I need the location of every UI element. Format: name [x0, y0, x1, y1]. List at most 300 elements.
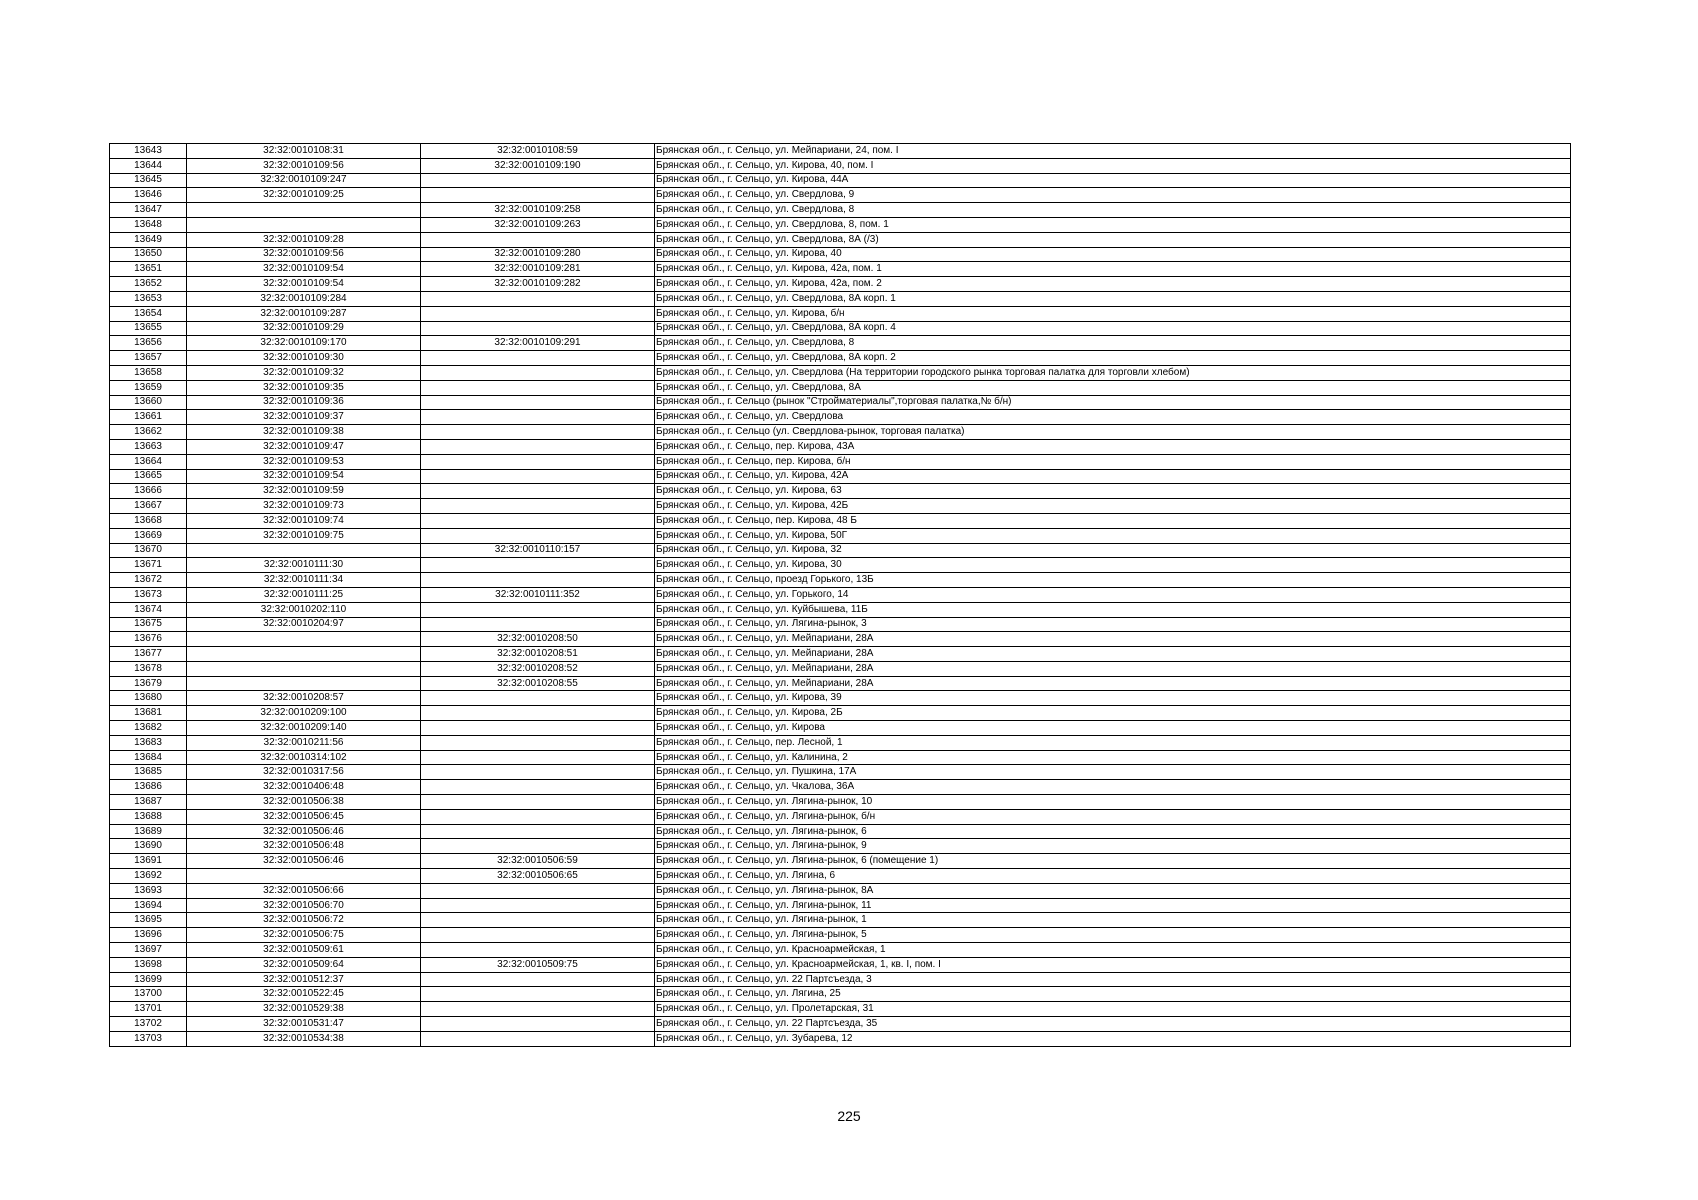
object-cadastral-number-cell: 32:32:0010109:282	[421, 277, 655, 292]
row-number-cell: 13651	[110, 262, 187, 277]
land-cadastral-number-cell	[187, 203, 421, 218]
land-cadastral-number-cell: 32:32:0010109:59	[187, 484, 421, 499]
row-number-cell: 13653	[110, 291, 187, 306]
row-number-cell: 13667	[110, 499, 187, 514]
table-row	[110, 410, 1571, 425]
object-cadastral-number-cell	[421, 380, 655, 395]
address-cell: Брянская обл., г. Сельцо, ул. Мейпариани, 28А	[655, 676, 1571, 691]
land-cadastral-number-cell: 32:32:0010109:38	[187, 425, 421, 440]
object-cadastral-number-cell: 32:32:0010109:291	[421, 336, 655, 351]
table-row	[110, 573, 1571, 588]
row-number-cell: 13684	[110, 750, 187, 765]
land-cadastral-number-cell: 32:32:0010506:38	[187, 795, 421, 810]
row-number-cell: 13694	[110, 898, 187, 913]
object-cadastral-number-cell	[421, 365, 655, 380]
land-cadastral-number-cell: 32:32:0010109:32	[187, 365, 421, 380]
row-number-cell: 13664	[110, 454, 187, 469]
land-cadastral-number-cell: 32:32:0010109:247	[187, 173, 421, 188]
row-number-cell: 13700	[110, 987, 187, 1002]
object-cadastral-number-cell: 32:32:0010208:52	[421, 661, 655, 676]
land-cadastral-number-cell: 32:32:0010109:75	[187, 528, 421, 543]
object-cadastral-number-cell: 32:32:0010208:51	[421, 647, 655, 662]
object-cadastral-number-cell	[421, 573, 655, 588]
land-cadastral-number-cell	[187, 647, 421, 662]
land-cadastral-number-cell: 32:32:0010109:54	[187, 469, 421, 484]
row-number-cell: 13646	[110, 188, 187, 203]
table-row	[110, 232, 1571, 247]
address-cell: Брянская обл., г. Сельцо, ул. Кирова, 32	[655, 543, 1571, 558]
row-number-cell: 13680	[110, 691, 187, 706]
row-number-cell: 13659	[110, 380, 187, 395]
row-number-cell: 13699	[110, 972, 187, 987]
object-cadastral-number-cell	[421, 484, 655, 499]
table-row	[110, 809, 1571, 824]
address-cell: Брянская обл., г. Сельцо, ул. Лягина-рынок, 6 (помещение 1)	[655, 854, 1571, 869]
address-cell: Брянская обл., г. Сельцо, пер. Лесной, 1	[655, 735, 1571, 750]
address-cell: Брянская обл., г. Сельцо, ул. Свердлова, 8, пом. 1	[655, 217, 1571, 232]
object-cadastral-number-cell	[421, 883, 655, 898]
land-cadastral-number-cell: 32:32:0010509:64	[187, 957, 421, 972]
table-row	[110, 780, 1571, 795]
object-cadastral-number-cell: 32:32:0010109:190	[421, 158, 655, 173]
row-number-cell: 13691	[110, 854, 187, 869]
row-number-cell: 13681	[110, 706, 187, 721]
object-cadastral-number-cell	[421, 439, 655, 454]
address-cell: Брянская обл., г. Сельцо, ул. Мейпариани, 28А	[655, 632, 1571, 647]
object-cadastral-number-cell	[421, 617, 655, 632]
object-cadastral-number-cell	[421, 513, 655, 528]
object-cadastral-number-cell	[421, 750, 655, 765]
row-number-cell: 13683	[110, 735, 187, 750]
object-cadastral-number-cell	[421, 795, 655, 810]
table-row	[110, 188, 1571, 203]
row-number-cell: 13666	[110, 484, 187, 499]
table-row	[110, 321, 1571, 336]
address-cell: Брянская обл., г. Сельцо, ул. Кирова	[655, 721, 1571, 736]
land-cadastral-number-cell: 32:32:0010204:97	[187, 617, 421, 632]
row-number-cell: 13673	[110, 587, 187, 602]
address-cell: Брянская обл., г. Сельцо, ул. Мейпариани, 24, пом. I	[655, 144, 1571, 159]
row-number-cell: 13670	[110, 543, 187, 558]
land-cadastral-number-cell: 32:32:0010109:54	[187, 277, 421, 292]
object-cadastral-number-cell	[421, 706, 655, 721]
object-cadastral-number-cell	[421, 291, 655, 306]
object-cadastral-number-cell	[421, 1002, 655, 1017]
object-cadastral-number-cell	[421, 972, 655, 987]
address-cell: Брянская обл., г. Сельцо, ул. Свердлова, 8А корп. 2	[655, 351, 1571, 366]
address-cell: Брянская обл., г. Сельцо, пер. Кирова, 48 Б	[655, 513, 1571, 528]
row-number-cell: 13701	[110, 1002, 187, 1017]
object-cadastral-number-cell	[421, 321, 655, 336]
land-cadastral-number-cell: 32:32:0010111:34	[187, 573, 421, 588]
land-cadastral-number-cell	[187, 869, 421, 884]
row-number-cell: 13652	[110, 277, 187, 292]
address-cell: Брянская обл., г. Сельцо, ул. Пушкина, 17А	[655, 765, 1571, 780]
object-cadastral-number-cell: 32:32:0010109:258	[421, 203, 655, 218]
table-row	[110, 706, 1571, 721]
land-cadastral-number-cell: 32:32:0010209:100	[187, 706, 421, 721]
object-cadastral-number-cell	[421, 232, 655, 247]
land-cadastral-number-cell: 32:32:0010109:28	[187, 232, 421, 247]
row-number-cell: 13675	[110, 617, 187, 632]
table-row	[110, 898, 1571, 913]
row-number-cell: 13655	[110, 321, 187, 336]
land-cadastral-number-cell: 32:32:0010109:54	[187, 262, 421, 277]
object-cadastral-number-cell: 32:32:0010109:280	[421, 247, 655, 262]
row-number-cell: 13649	[110, 232, 187, 247]
table-row	[110, 499, 1571, 514]
land-cadastral-number-cell: 32:32:0010202:110	[187, 602, 421, 617]
land-cadastral-number-cell: 32:32:0010109:170	[187, 336, 421, 351]
row-number-cell: 13703	[110, 1031, 187, 1046]
address-cell: Брянская обл., г. Сельцо, ул. Свердлова, 8А (/3)	[655, 232, 1571, 247]
land-cadastral-number-cell	[187, 676, 421, 691]
address-cell: Брянская обл., г. Сельцо, ул. Свердлова (На территории городского рынка торговая палатка для торговли хлебом)	[655, 365, 1571, 380]
address-cell: Брянская обл., г. Сельцо, ул. Кирова, 40	[655, 247, 1571, 262]
table-row	[110, 632, 1571, 647]
row-number-cell: 13696	[110, 928, 187, 943]
land-cadastral-number-cell: 32:32:0010529:38	[187, 1002, 421, 1017]
object-cadastral-number-cell: 32:32:0010506:65	[421, 869, 655, 884]
land-cadastral-number-cell	[187, 661, 421, 676]
table-row	[110, 721, 1571, 736]
address-cell: Брянская обл., г. Сельцо, ул. Красноармейская, 1	[655, 943, 1571, 958]
row-number-cell: 13693	[110, 883, 187, 898]
object-cadastral-number-cell	[421, 188, 655, 203]
table-row	[110, 750, 1571, 765]
table-row	[110, 469, 1571, 484]
row-number-cell: 13678	[110, 661, 187, 676]
address-cell: Брянская обл., г. Сельцо, ул. Свердлова	[655, 410, 1571, 425]
object-cadastral-number-cell: 32:32:0010509:75	[421, 957, 655, 972]
table-row	[110, 676, 1571, 691]
land-cadastral-number-cell: 32:32:0010522:45	[187, 987, 421, 1002]
table-row	[110, 291, 1571, 306]
object-cadastral-number-cell	[421, 425, 655, 440]
address-cell: Брянская обл., г. Сельцо (ул. Свердлова-рынок, торговая палатка)	[655, 425, 1571, 440]
table-row	[110, 158, 1571, 173]
land-cadastral-number-cell: 32:32:0010506:45	[187, 809, 421, 824]
row-number-cell: 13643	[110, 144, 187, 159]
land-cadastral-number-cell: 32:32:0010109:36	[187, 395, 421, 410]
table-row	[110, 262, 1571, 277]
address-cell: Брянская обл., г. Сельцо (рынок "Стройматериалы",торговая палатка,№ б/н)	[655, 395, 1571, 410]
row-number-cell: 13690	[110, 839, 187, 854]
address-cell: Брянская обл., г. Сельцо, ул. Свердлова, 9	[655, 188, 1571, 203]
table-row	[110, 972, 1571, 987]
land-cadastral-number-cell: 32:32:0010211:56	[187, 735, 421, 750]
row-number-cell: 13688	[110, 809, 187, 824]
address-cell: Брянская обл., г. Сельцо, ул. Свердлова, 8А корп. 1	[655, 291, 1571, 306]
address-cell: Брянская обл., г. Сельцо, ул. Кирова, 39	[655, 691, 1571, 706]
property-table	[109, 143, 1571, 1047]
land-cadastral-number-cell: 32:32:0010506:72	[187, 913, 421, 928]
row-number-cell: 13671	[110, 558, 187, 573]
object-cadastral-number-cell	[421, 469, 655, 484]
address-cell: Брянская обл., г. Сельцо, ул. Лягина-рынок, 6	[655, 824, 1571, 839]
object-cadastral-number-cell	[421, 173, 655, 188]
table-row	[110, 365, 1571, 380]
object-cadastral-number-cell: 32:32:0010110:157	[421, 543, 655, 558]
table-row	[110, 558, 1571, 573]
row-number-cell: 13644	[110, 158, 187, 173]
address-cell: Брянская обл., г. Сельцо, ул. Мейпариани, 28А	[655, 647, 1571, 662]
table-row	[110, 217, 1571, 232]
row-number-cell: 13669	[110, 528, 187, 543]
row-number-cell: 13682	[110, 721, 187, 736]
object-cadastral-number-cell: 32:32:0010506:59	[421, 854, 655, 869]
object-cadastral-number-cell	[421, 558, 655, 573]
land-cadastral-number-cell: 32:32:0010108:31	[187, 144, 421, 159]
row-number-cell: 13662	[110, 425, 187, 440]
land-cadastral-number-cell: 32:32:0010506:48	[187, 839, 421, 854]
object-cadastral-number-cell	[421, 928, 655, 943]
table-row	[110, 543, 1571, 558]
row-number-cell: 13702	[110, 1017, 187, 1032]
row-number-cell: 13665	[110, 469, 187, 484]
row-number-cell: 13658	[110, 365, 187, 380]
row-number-cell: 13645	[110, 173, 187, 188]
address-cell: Брянская обл., г. Сельцо, ул. Калинина, 2	[655, 750, 1571, 765]
address-cell: Брянская обл., г. Сельцо, ул. Кирова, 42а, пом. 1	[655, 262, 1571, 277]
land-cadastral-number-cell: 32:32:0010109:25	[187, 188, 421, 203]
table-row	[110, 1002, 1571, 1017]
land-cadastral-number-cell: 32:32:0010111:30	[187, 558, 421, 573]
object-cadastral-number-cell	[421, 721, 655, 736]
address-cell: Брянская обл., г. Сельцо, ул. Лягина, 25	[655, 987, 1571, 1002]
row-number-cell: 13689	[110, 824, 187, 839]
land-cadastral-number-cell: 32:32:0010534:38	[187, 1031, 421, 1046]
object-cadastral-number-cell	[421, 913, 655, 928]
row-number-cell: 13687	[110, 795, 187, 810]
row-number-cell: 13660	[110, 395, 187, 410]
row-number-cell: 13695	[110, 913, 187, 928]
address-cell: Брянская обл., г. Сельцо, ул. Свердлова, 8А	[655, 380, 1571, 395]
address-cell: Брянская обл., г. Сельцо, ул. Кирова, 42Б	[655, 499, 1571, 514]
table-row	[110, 735, 1571, 750]
row-number-cell: 13677	[110, 647, 187, 662]
table-row	[110, 144, 1571, 159]
table-row	[110, 277, 1571, 292]
land-cadastral-number-cell: 32:32:0010506:70	[187, 898, 421, 913]
land-cadastral-number-cell: 32:32:0010209:140	[187, 721, 421, 736]
table-body	[110, 144, 1571, 1047]
address-cell: Брянская обл., г. Сельцо, ул. Кирова, 63	[655, 484, 1571, 499]
object-cadastral-number-cell	[421, 602, 655, 617]
table-row	[110, 454, 1571, 469]
object-cadastral-number-cell	[421, 1017, 655, 1032]
table-row	[110, 795, 1571, 810]
address-cell: Брянская обл., г. Сельцо, проезд Горького, 13Б	[655, 573, 1571, 588]
land-cadastral-number-cell: 32:32:0010506:66	[187, 883, 421, 898]
address-cell: Брянская обл., г. Сельцо, ул. Лягина-рынок, б/н	[655, 809, 1571, 824]
land-cadastral-number-cell: 32:32:0010109:30	[187, 351, 421, 366]
address-cell: Брянская обл., г. Сельцо, ул. Горького, 14	[655, 587, 1571, 602]
land-cadastral-number-cell: 32:32:0010506:46	[187, 854, 421, 869]
row-number-cell: 13697	[110, 943, 187, 958]
table-row	[110, 336, 1571, 351]
row-number-cell: 13656	[110, 336, 187, 351]
table-row	[110, 1017, 1571, 1032]
address-cell: Брянская обл., г. Сельцо, ул. Свердлова, 8А корп. 4	[655, 321, 1571, 336]
table-row	[110, 661, 1571, 676]
land-cadastral-number-cell: 32:32:0010109:74	[187, 513, 421, 528]
address-cell: Брянская обл., г. Сельцо, ул. Лягина, 6	[655, 869, 1571, 884]
table-row	[110, 351, 1571, 366]
land-cadastral-number-cell	[187, 543, 421, 558]
land-cadastral-number-cell: 32:32:0010512:37	[187, 972, 421, 987]
address-cell: Брянская обл., г. Сельцо, ул. Куйбышева, 11Б	[655, 602, 1571, 617]
object-cadastral-number-cell	[421, 691, 655, 706]
object-cadastral-number-cell	[421, 987, 655, 1002]
object-cadastral-number-cell	[421, 351, 655, 366]
address-cell: Брянская обл., г. Сельцо, ул. Красноармейская, 1, кв. I, пом. I	[655, 957, 1571, 972]
land-cadastral-number-cell: 32:32:0010109:287	[187, 306, 421, 321]
land-cadastral-number-cell: 32:32:0010531:47	[187, 1017, 421, 1032]
land-cadastral-number-cell: 32:32:0010208:57	[187, 691, 421, 706]
address-cell: Брянская обл., г. Сельцо, ул. Мейпариани, 28А	[655, 661, 1571, 676]
table-row	[110, 306, 1571, 321]
object-cadastral-number-cell	[421, 780, 655, 795]
address-cell: Брянская обл., г. Сельцо, ул. Лягина-рынок, 3	[655, 617, 1571, 632]
address-cell: Брянская обл., г. Сельцо, ул. Кирова, 50Г	[655, 528, 1571, 543]
table-row	[110, 957, 1571, 972]
address-cell: Брянская обл., г. Сельцо, пер. Кирова, 43А	[655, 439, 1571, 454]
land-cadastral-number-cell: 32:32:0010109:29	[187, 321, 421, 336]
table-row	[110, 987, 1571, 1002]
object-cadastral-number-cell	[421, 809, 655, 824]
object-cadastral-number-cell	[421, 765, 655, 780]
table-row	[110, 173, 1571, 188]
address-cell: Брянская обл., г. Сельцо, ул. 22 Партсъезда, 3	[655, 972, 1571, 987]
row-number-cell: 13648	[110, 217, 187, 232]
table-row	[110, 883, 1571, 898]
object-cadastral-number-cell	[421, 824, 655, 839]
address-cell: Брянская обл., г. Сельцо, ул. Зубарева, 12	[655, 1031, 1571, 1046]
object-cadastral-number-cell	[421, 1031, 655, 1046]
land-cadastral-number-cell: 32:32:0010109:284	[187, 291, 421, 306]
row-number-cell: 13647	[110, 203, 187, 218]
row-number-cell: 13692	[110, 869, 187, 884]
land-cadastral-number-cell	[187, 217, 421, 232]
table-row	[110, 1031, 1571, 1046]
address-cell: Брянская обл., г. Сельцо, ул. Кирова, 44А	[655, 173, 1571, 188]
object-cadastral-number-cell: 32:32:0010208:55	[421, 676, 655, 691]
land-cadastral-number-cell: 32:32:0010109:47	[187, 439, 421, 454]
row-number-cell: 13661	[110, 410, 187, 425]
object-cadastral-number-cell	[421, 943, 655, 958]
object-cadastral-number-cell	[421, 528, 655, 543]
table-row	[110, 943, 1571, 958]
table-row	[110, 913, 1571, 928]
land-cadastral-number-cell: 32:32:0010109:73	[187, 499, 421, 514]
land-cadastral-number-cell: 32:32:0010406:48	[187, 780, 421, 795]
table-row	[110, 439, 1571, 454]
object-cadastral-number-cell: 32:32:0010111:352	[421, 587, 655, 602]
land-cadastral-number-cell: 32:32:0010317:56	[187, 765, 421, 780]
address-cell: Брянская обл., г. Сельцо, ул. Свердлова, 8	[655, 336, 1571, 351]
table-row	[110, 824, 1571, 839]
row-number-cell: 13657	[110, 351, 187, 366]
land-cadastral-number-cell: 32:32:0010109:56	[187, 247, 421, 262]
table-row	[110, 380, 1571, 395]
row-number-cell: 13679	[110, 676, 187, 691]
address-cell: Брянская обл., г. Сельцо, ул. Лягина-рынок, 5	[655, 928, 1571, 943]
table-row	[110, 395, 1571, 410]
table-row	[110, 203, 1571, 218]
row-number-cell: 13698	[110, 957, 187, 972]
land-cadastral-number-cell: 32:32:0010109:35	[187, 380, 421, 395]
address-cell: Брянская обл., г. Сельцо, ул. 22 Партсъезда, 35	[655, 1017, 1571, 1032]
table-row	[110, 617, 1571, 632]
land-cadastral-number-cell: 32:32:0010111:25	[187, 587, 421, 602]
address-cell: Брянская обл., г. Сельцо, ул. Кирова, б/н	[655, 306, 1571, 321]
row-number-cell: 13674	[110, 602, 187, 617]
object-cadastral-number-cell	[421, 395, 655, 410]
row-number-cell: 13672	[110, 573, 187, 588]
table-row	[110, 587, 1571, 602]
address-cell: Брянская обл., г. Сельцо, ул. Пролетарская, 31	[655, 1002, 1571, 1017]
object-cadastral-number-cell	[421, 306, 655, 321]
object-cadastral-number-cell: 32:32:0010208:50	[421, 632, 655, 647]
land-cadastral-number-cell: 32:32:0010506:75	[187, 928, 421, 943]
land-cadastral-number-cell: 32:32:0010314:102	[187, 750, 421, 765]
object-cadastral-number-cell	[421, 898, 655, 913]
address-cell: Брянская обл., г. Сельцо, ул. Чкалова, 36А	[655, 780, 1571, 795]
table-row	[110, 839, 1571, 854]
address-cell: Брянская обл., г. Сельцо, ул. Лягина-рынок, 11	[655, 898, 1571, 913]
table-row	[110, 928, 1571, 943]
address-cell: Брянская обл., г. Сельцо, ул. Лягина-рынок, 10	[655, 795, 1571, 810]
land-cadastral-number-cell: 32:32:0010109:56	[187, 158, 421, 173]
table-row	[110, 854, 1571, 869]
land-cadastral-number-cell: 32:32:0010109:53	[187, 454, 421, 469]
object-cadastral-number-cell	[421, 454, 655, 469]
address-cell: Брянская обл., г. Сельцо, ул. Кирова, 42А	[655, 469, 1571, 484]
address-cell: Брянская обл., г. Сельцо, ул. Кирова, 30	[655, 558, 1571, 573]
address-cell: Брянская обл., г. Сельцо, ул. Лягина-рынок, 9	[655, 839, 1571, 854]
table-row	[110, 247, 1571, 262]
object-cadastral-number-cell: 32:32:0010109:263	[421, 217, 655, 232]
object-cadastral-number-cell: 32:32:0010109:281	[421, 262, 655, 277]
land-cadastral-number-cell	[187, 632, 421, 647]
object-cadastral-number-cell	[421, 410, 655, 425]
row-number-cell: 13654	[110, 306, 187, 321]
row-number-cell: 13685	[110, 765, 187, 780]
address-cell: Брянская обл., г. Сельцо, ул. Свердлова, 8	[655, 203, 1571, 218]
address-cell: Брянская обл., г. Сельцо, ул. Кирова, 2Б	[655, 706, 1571, 721]
page-number: 225	[837, 1108, 861, 1124]
object-cadastral-number-cell	[421, 735, 655, 750]
table-row	[110, 869, 1571, 884]
object-cadastral-number-cell	[421, 499, 655, 514]
table-row	[110, 602, 1571, 617]
row-number-cell: 13686	[110, 780, 187, 795]
row-number-cell: 13676	[110, 632, 187, 647]
row-number-cell: 13650	[110, 247, 187, 262]
table-row	[110, 647, 1571, 662]
address-cell: Брянская обл., г. Сельцо, ул. Лягина-рынок, 8А	[655, 883, 1571, 898]
row-number-cell: 13663	[110, 439, 187, 454]
address-cell: Брянская обл., г. Сельцо, ул. Кирова, 40, пом. I	[655, 158, 1571, 173]
row-number-cell: 13668	[110, 513, 187, 528]
table-row	[110, 765, 1571, 780]
table-row	[110, 513, 1571, 528]
address-cell: Брянская обл., г. Сельцо, ул. Лягина-рынок, 1	[655, 913, 1571, 928]
table-row	[110, 528, 1571, 543]
object-cadastral-number-cell	[421, 839, 655, 854]
table-row	[110, 425, 1571, 440]
